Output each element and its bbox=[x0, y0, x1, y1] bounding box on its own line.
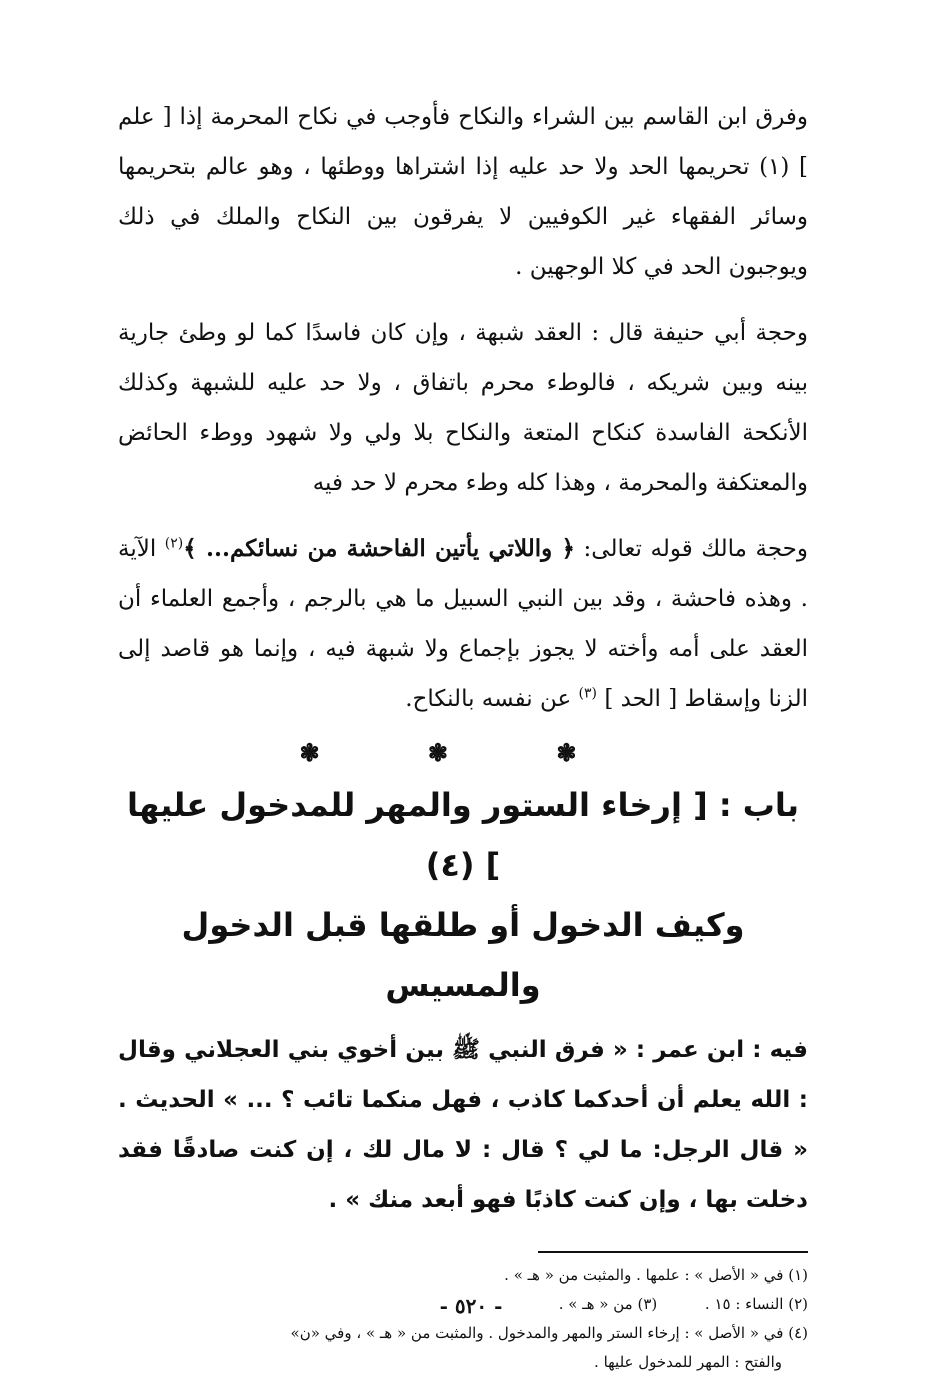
quran-quote: ﴿ واللاتي يأتين الفاحشة من نسائكم... ﴾ bbox=[183, 535, 575, 562]
footnote-2-3: (٢) النساء : ١٥ . (٣) من « هـ » . bbox=[558, 1295, 808, 1313]
chapter-heading-line-1: باب : [ إرخاء الستور والمهر للمدخول عليها ] (٤) bbox=[127, 786, 799, 884]
page-body bbox=[118, 92, 808, 1377]
paragraph-3-body: الآية . وهذه فاحشة ، وقد بين النبي السبيل ما هي بالرجم ، وأجمع العلماء أن العقد على أمه وأخته لا يجوز بإجماع ولا شبهة فيه ، وإنما هو قاصد إلى الزنا وإسقاط [ الحد ] bbox=[118, 536, 808, 712]
paragraph-3-end: عن نفسه بالنكاح. bbox=[405, 686, 572, 712]
page-number: - ٥٢٠ - bbox=[439, 1294, 503, 1318]
hadith-text: فيه : ابن عمر : « فرق النبي ﷺ بين أخوي بني العجلاني وقال : الله يعلم أن أحدكما كاذب ، فهل منكما تائب ؟ ... » الحديث . « قال الرجل: ما لي ؟ قال : لا مال لك ، إن كنت صادقًا فقد دخلت بها ، وإن كنت كاذبًا فهو أبعد منك » . bbox=[118, 1037, 808, 1213]
footnote-4: (٤) في « الأصل » : إرخاء الستر والمهر والمدخول . والمثبت من « هـ » ، وفي «ن» bbox=[290, 1324, 808, 1342]
paragraph-1: وفرق ابن القاسم بين الشراء والنكاح فأوجب في نكاح المحرمة إذا [ علم ] (١) تحريمها الحد ولا حد عليه إذا اشتراها ووطئها ، وهو عالم بتحريمها وسائر الفقهاء غير الكوفيين لا يفرقون بين النكاح والملك في ذلك ويوجبون الحد في كلا الوجهين . bbox=[118, 104, 808, 280]
chapter-heading bbox=[118, 775, 808, 1015]
footnote-divider bbox=[538, 1251, 808, 1253]
footnote-1: (١) في « الأصل » : علمها . والمثبت من « هـ » . bbox=[504, 1266, 808, 1284]
chapter-heading-line-2: وكيف الدخول أو طلقها قبل الدخول والمسيس bbox=[181, 906, 745, 1004]
footnote-4-continued: والفتح : المهر للمدخول عليها . bbox=[594, 1353, 782, 1371]
paragraph-3 bbox=[118, 524, 808, 724]
footnote-ref-3: (٣) bbox=[578, 685, 597, 702]
footnotes bbox=[118, 1261, 808, 1377]
section-separator: ❃ ❃ ❃ bbox=[299, 738, 627, 767]
paragraph-2: وحجة أبي حنيفة قال : العقد شبهة ، وإن كان فاسدًا كما لو وطئ جارية بينه وبين شريكه ، فالوطء محرم باتفاق ، ولا حد عليه للشبهة وكذلك الأنكحة الفاسدة كنكاح المتعة والنكاح بلا ولي ولا شهود ووطء الحائض والمعتكفة والمحرمة ، وهذا كله وطء محرم لا حد فيه bbox=[118, 320, 808, 496]
footnote-ref-2: (٢) bbox=[164, 535, 184, 552]
paragraph-3-lead: وحجة مالك قوله تعالى: bbox=[583, 536, 809, 562]
